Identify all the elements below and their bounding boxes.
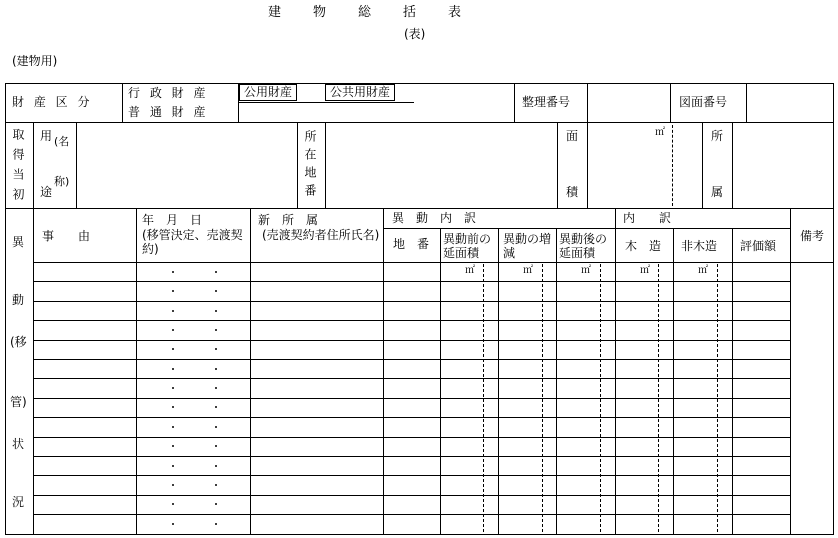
new-owner-note: (売渡契約者住所氏名) — [262, 228, 380, 242]
row-divider — [33, 378, 790, 379]
date-separator-dot — [172, 465, 174, 467]
date-separator-dot — [172, 426, 174, 428]
history-char-1: 異 — [12, 235, 25, 249]
date-separator-dot — [215, 329, 217, 331]
row-divider — [33, 514, 790, 515]
row-divider — [33, 437, 790, 438]
date-note: (移管決定、売渡契約) — [142, 228, 243, 256]
date-separator-dot — [215, 445, 217, 447]
valuation-header: 評価額 — [740, 239, 777, 253]
date-separator-dot — [172, 387, 174, 389]
row-divider — [33, 359, 790, 360]
area-unit: ㎡ — [655, 127, 665, 138]
acquisition-label: 取得当初 — [11, 128, 25, 208]
drawing-number-label: 図面番号 — [679, 95, 728, 109]
lot-header: 地 番 — [393, 237, 430, 251]
form-title: 建 物 総 括 表 — [268, 5, 464, 20]
row-divider — [33, 475, 790, 476]
date-separator-dot — [215, 271, 217, 273]
history-char-3: (移 — [10, 335, 27, 349]
date-separator-dot — [172, 271, 174, 273]
wood-header: 木 造 — [625, 239, 662, 253]
breakdown-header: 内 訳 — [623, 211, 672, 225]
use-char-2: 途 — [40, 185, 53, 199]
history-char-2: 動 — [12, 293, 25, 307]
date-separator-dot — [172, 290, 174, 292]
row-divider — [33, 340, 790, 341]
unit-mark: ㎡ — [465, 265, 475, 276]
form-subtitle: (表) — [404, 27, 426, 41]
date-separator-dot — [172, 445, 174, 447]
date-separator-dot — [172, 310, 174, 312]
date-separator-dot — [172, 329, 174, 331]
date-separator-dot — [215, 484, 217, 486]
ref-number-label: 整理番号 — [522, 95, 571, 109]
date-separator-dot — [215, 406, 217, 408]
unit-mark: ㎡ — [698, 265, 708, 276]
date-separator-dot — [215, 503, 217, 505]
unit-mark: ㎡ — [640, 265, 650, 276]
location-label: 所在地番 — [303, 130, 317, 202]
date-separator-dot — [215, 368, 217, 370]
property-class-label: 財 産 区 分 — [12, 95, 93, 109]
area-after-header: 異動後の延面積 — [559, 232, 608, 260]
use-char-1: 用 — [40, 129, 53, 143]
unit-mark: ㎡ — [581, 265, 591, 276]
name-paren-close: 称) — [54, 175, 70, 188]
area-char-1: 面 — [566, 129, 579, 143]
row-divider — [33, 417, 790, 418]
date-separator-dot — [172, 523, 174, 525]
usage-note: (建物用) — [12, 54, 58, 68]
row-divider — [33, 301, 790, 302]
date-separator-dot — [172, 348, 174, 350]
date-separator-dot — [215, 310, 217, 312]
history-char-4: 管) — [10, 395, 27, 409]
change-detail-header: 異 動 内 訳 — [392, 211, 477, 225]
date-separator-dot — [215, 523, 217, 525]
non-wood-header: 非木造 — [681, 239, 718, 253]
date-separator-dot — [172, 368, 174, 370]
area-change-header: 異動の増減 — [503, 232, 552, 260]
affiliation-char-1: 所 — [711, 129, 724, 143]
name-paren-open: (名 — [54, 135, 70, 148]
area-before-header: 異動前の延面積 — [443, 232, 492, 260]
date-separator-dot — [215, 290, 217, 292]
row-divider — [33, 456, 790, 457]
area-char-2: 積 — [566, 185, 579, 199]
public-service-box: 公共用財産 — [325, 84, 395, 101]
affiliation-char-2: 属 — [711, 185, 724, 199]
public-use-box: 公用財産 — [239, 84, 297, 101]
row-divider — [33, 495, 790, 496]
row-divider — [33, 281, 790, 282]
reason-header: 事 由 — [42, 229, 91, 243]
history-char-6: 況 — [12, 495, 25, 509]
date-header: 年 月 日 — [142, 213, 203, 227]
row-divider — [33, 320, 790, 321]
general-property-label: 普 通 財 産 — [128, 105, 209, 119]
date-separator-dot — [215, 348, 217, 350]
unit-mark: ㎡ — [523, 265, 533, 276]
date-separator-dot — [215, 387, 217, 389]
new-owner-header: 新 所 属 — [258, 213, 319, 227]
date-separator-dot — [172, 484, 174, 486]
row-divider — [33, 398, 790, 399]
date-separator-dot — [215, 465, 217, 467]
date-separator-dot — [172, 406, 174, 408]
remarks-header: 備考 — [800, 229, 825, 243]
date-separator-dot — [215, 426, 217, 428]
admin-property-label: 行 政 財 産 — [128, 86, 209, 100]
history-char-5: 状 — [12, 437, 25, 451]
date-separator-dot — [172, 503, 174, 505]
